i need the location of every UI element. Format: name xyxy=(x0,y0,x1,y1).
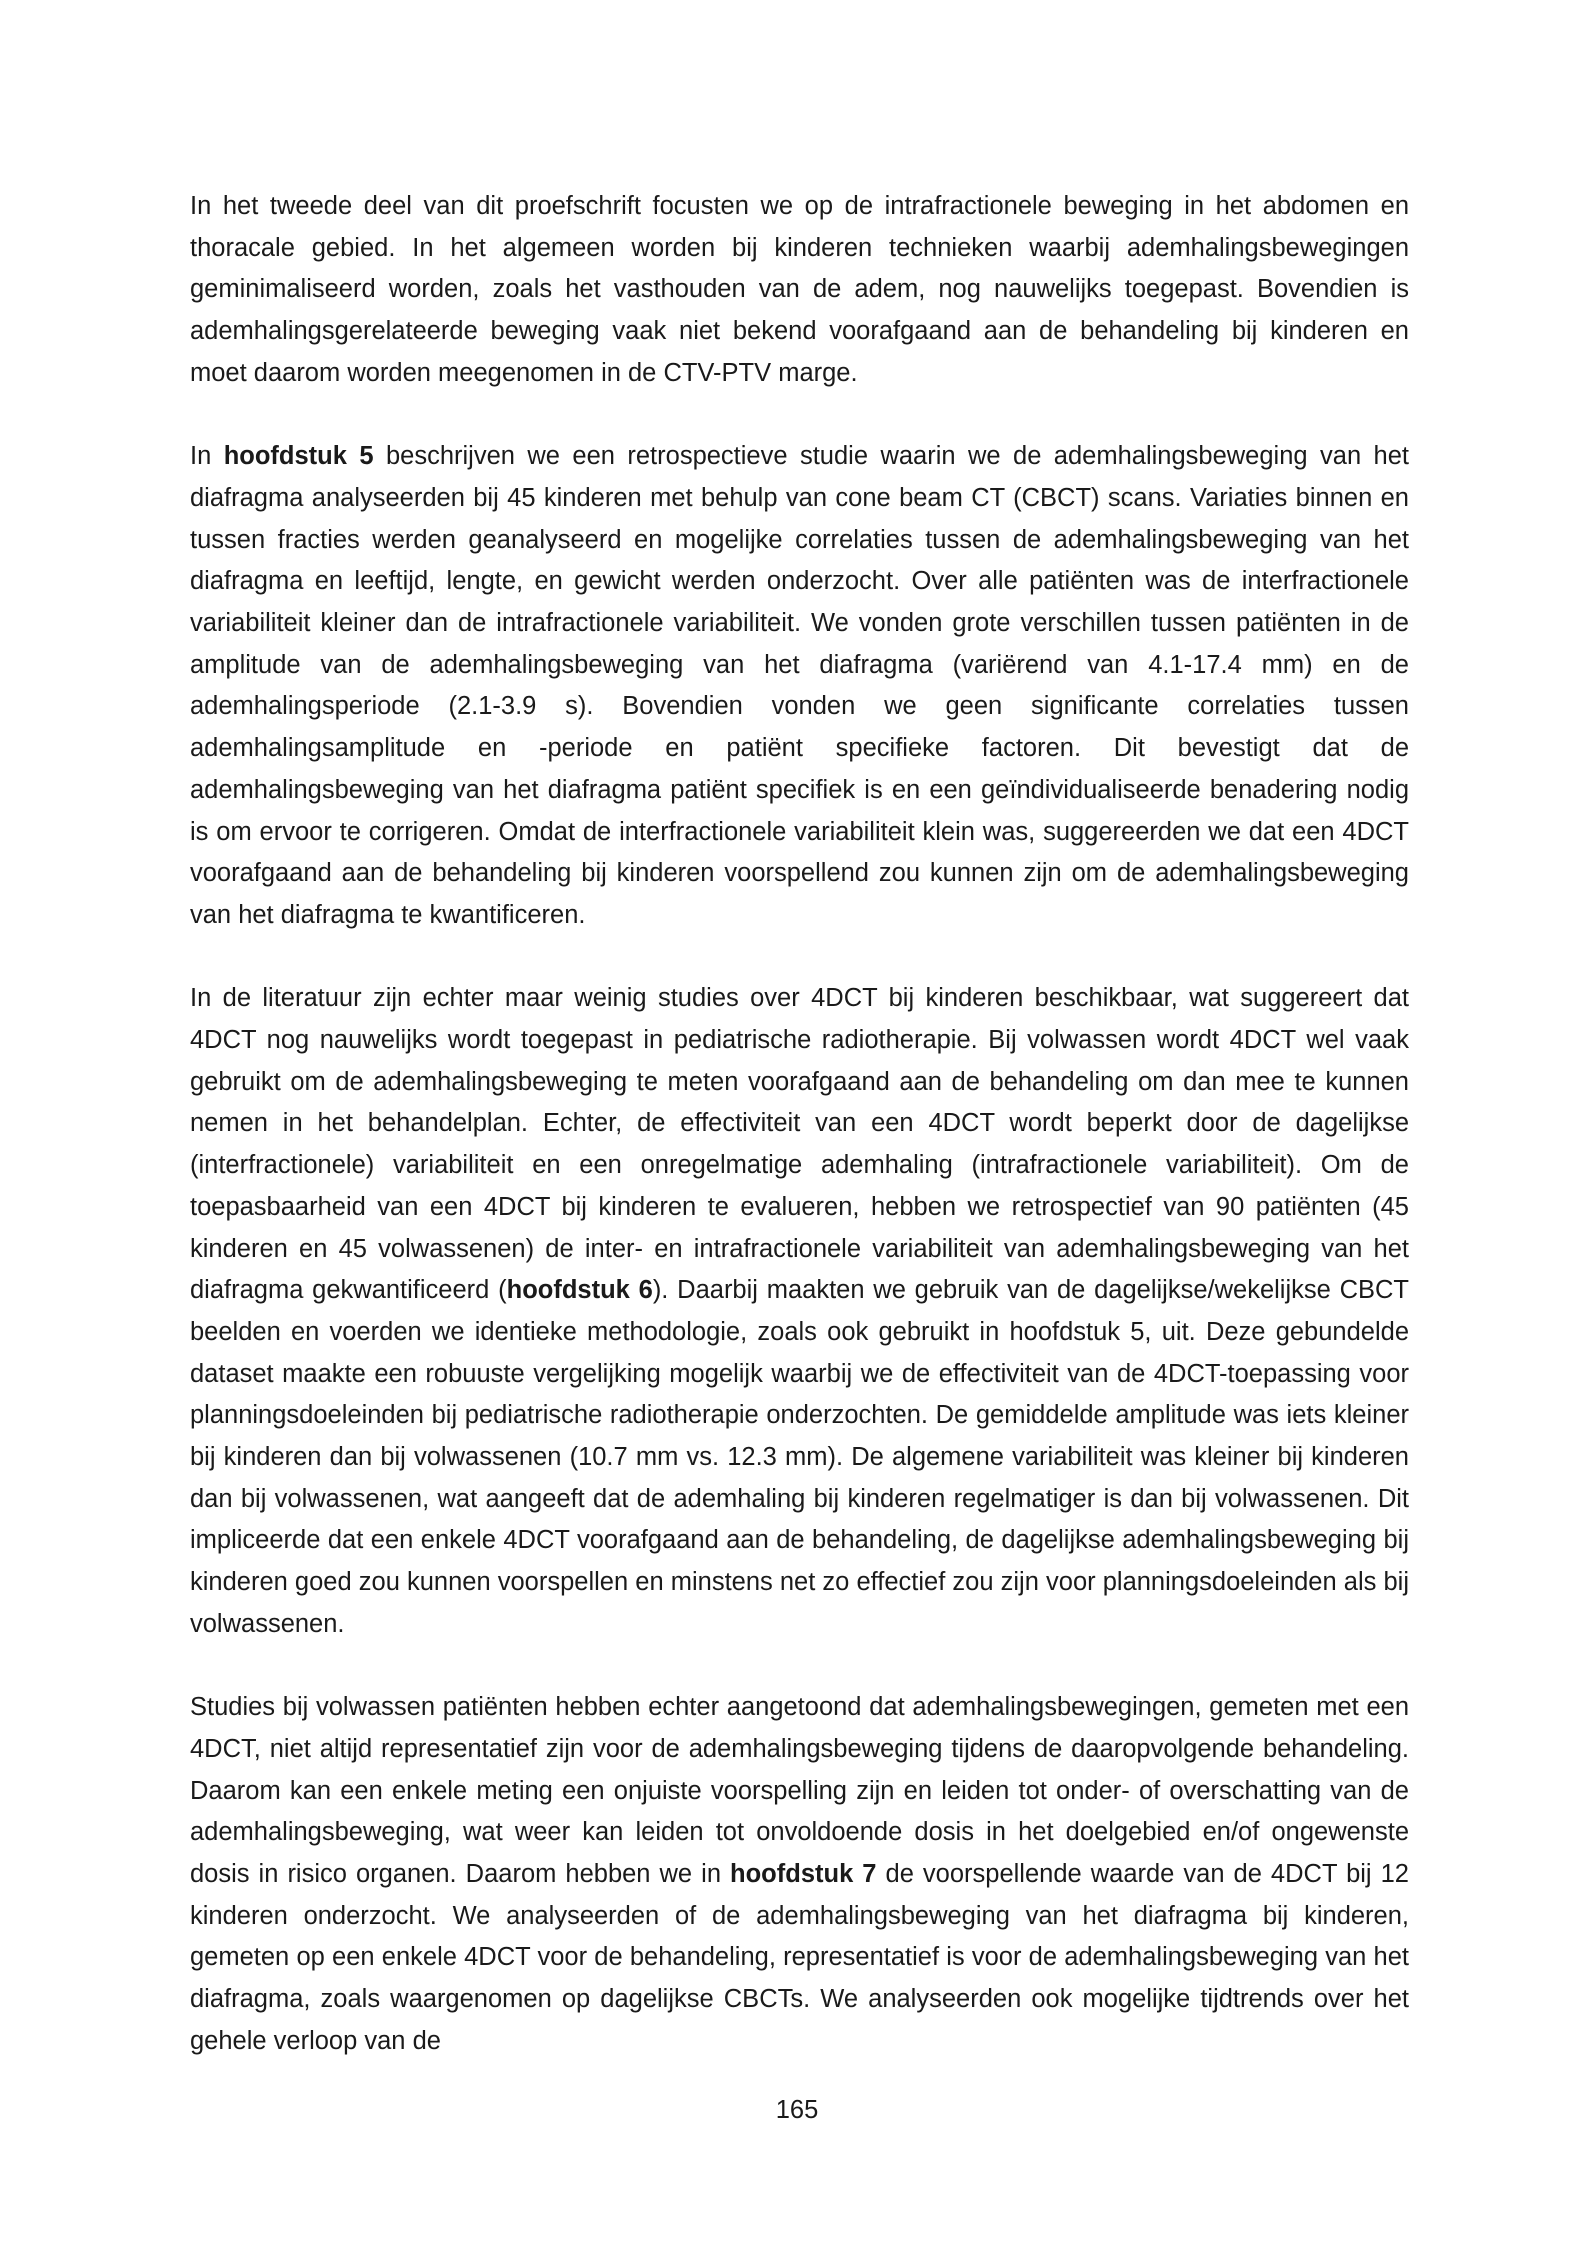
paragraph-intro xyxy=(190,186,1409,395)
chapter-5-reference: hoofdstuk 5 xyxy=(223,442,374,471)
paragraph-intro-text: In het tweede deel van dit proefschrift focusten we op de intrafractionele beweging in het abdomen en thoracale gebied. In het algemeen worden bij kinderen technieken waarbij ademhalingsbewegingen geminimaliseerd worden, zoals het vasthouden van de adem, nog nauwelijks toegepast. Bovendien is ademhalingsgerelateerde beweging vaak niet bekend voorafgaand aan de behandeling bij kinderen en moet daarom worden meegenomen in de CTV-PTV marge. xyxy=(190,192,1409,387)
paragraph-chapter-6-post: ). Daarbij maakten we gebruik van de dagelijkse/wekelijkse CBCT beelden en voerden we identieke methodologie, zoals ook gebruikt in hoofdstuk 5, uit. Deze gebundelde dataset maakte een robuuste vergelijking mogelijk waarbij we de effectiviteit van de 4DCT-toepassing voor planningsdoeleinden bij pediatrische radiotherapie onderzochten. De gemiddelde amplitude was iets kleiner bij kinderen dan bij volwassenen (10.7 mm vs. 12.3 mm). De algemene variabiliteit was kleiner bij kinderen dan bij volwassenen, wat aangeeft dat de ademhaling bij kinderen regelmatiger is dan bij volwassenen. Dit impliceerde dat een enkele 4DCT voorafgaand aan de behandeling, de dagelijkse ademhalingsbeweging bij kinderen goed zou kunnen voorspellen en minstens net zo effectief zou zijn voor planningsdoeleinden als bij volwassenen. xyxy=(190,1276,1409,1638)
page-number: 165 xyxy=(775,2096,819,2124)
paragraph-chapter-5-pre: In xyxy=(190,442,224,471)
paragraph-chapter-5-post: beschrijven we een retrospectieve studie waarin we de ademhalingsbeweging van het diafragma analyseerden bij 45 kinderen met behulp van cone beam CT (CBCT) scans. Variaties binnen en tussen fracties werden geanalyseerd en mogelijke correlaties tussen de ademhalingsbeweging van het diafragma en leeftijd, lengte, en gewicht werden onderzocht. Over alle patiënten was de interfractionele variabiliteit kleiner dan de intrafractionele variabiliteit. We vonden grote verschillen tussen patiënten in de amplitude van de ademhalingsbeweging van het diafragma (variërend van 4.1-17.4 mm) en de ademhalingsperiode (2.1-3.9 s). Bovendien vonden we geen significante correlaties tussen ademhalingsamplitude en -periode en patiënt specifieke factoren. Dit bevestigt dat de ademhalingsbeweging van het diafragma patiënt specifiek is en een geïndividualiseerde benadering nodig is om ervoor te corrigeren. Omdat de interfractionele variabiliteit klein was, suggereerden we dat een 4DCT voorafgaand aan de behandeling bij kinderen voorspellend zou kunnen zijn om de ademhalingsbeweging van het diafragma te kwantificeren. xyxy=(190,442,1409,929)
paragraph-chapter-6 xyxy=(190,978,1409,1645)
chapter-7-reference: hoofdstuk 7 xyxy=(730,1860,877,1889)
paragraph-chapter-6-pre: In de literatuur zijn echter maar weinig studies over 4DCT bij kinderen beschikbaar, wat suggereert dat 4DCT nog nauwelijks wordt toegepast in pediatrische radiotherapie. Bij volwassen wordt 4DCT wel vaak gebruikt om de ademhalingsbeweging te meten voorafgaand aan de behandeling om dan mee te kunnen nemen in het behandelplan. Echter, de effectiviteit van een 4DCT wordt beperkt door de dagelijkse (interfractionele) variabiliteit en een onregelmatige ademhaling (intrafractionele variabiliteit). Om de toepasbaarheid van een 4DCT bij kinderen te evalueren, hebben we retrospectief van 90 patiënten (45 kinderen en 45 volwassenen) de inter- en intrafractionele variabiliteit van ademhalingsbeweging van het diafragma gekwantificeerd ( xyxy=(190,984,1409,1305)
paragraph-chapter-7-pre: Studies bij volwassen patiënten hebben echter aangetoond dat ademhalingsbewegingen, gemeten met een 4DCT, niet altijd representatief zijn voor de ademhalingsbeweging tijdens de daaropvolgende behandeling. Daarom kan een enkele meting een onjuiste voorspelling zijn en leiden tot onder- of overschatting van de ademhalingsbeweging, wat weer kan leiden tot onvoldoende dosis in het doelgebied en/of ongewenste dosis in risico organen. Daarom hebben we in xyxy=(190,1693,1409,1889)
chapter-6-reference: hoofdstuk 6 xyxy=(506,1276,653,1305)
paragraph-chapter-7-post: de voorspellende waarde van de 4DCT bij 12 kinderen onderzocht. We analyseerden of de ademhalingsbeweging van het diafragma bij kinderen, gemeten op een enkele 4DCT voor de behandeling, representatief is voor de ademhalingsbeweging van het diafragma, zoals waargenomen op dagelijkse CBCTs. We analyseerden ook mogelijke tijdtrends over het gehele verloop van de xyxy=(190,1860,1409,2055)
body-text xyxy=(190,186,1409,2063)
paragraph-chapter-7 xyxy=(190,1687,1409,2062)
paragraph-chapter-5 xyxy=(190,436,1409,936)
